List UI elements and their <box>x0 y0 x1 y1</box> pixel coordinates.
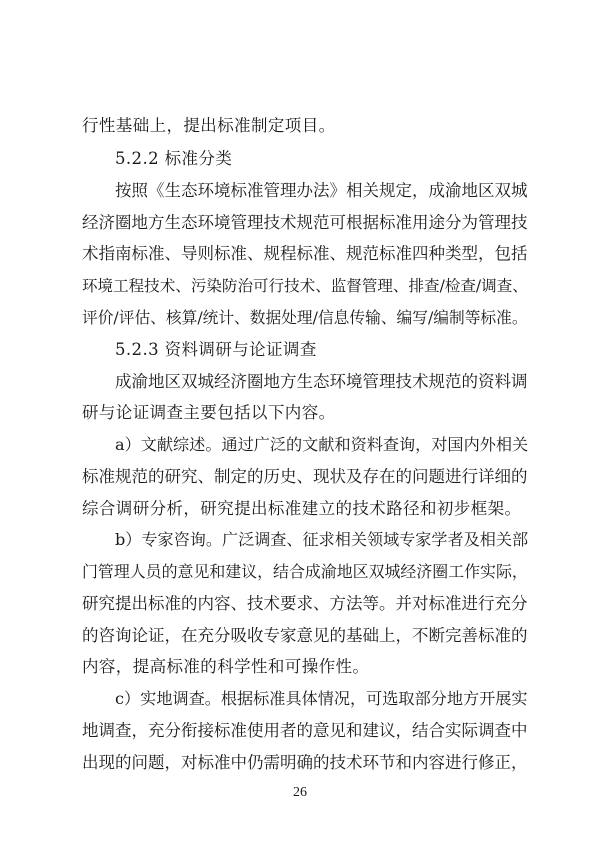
text-line: 按照《生态环境标准管理办法》相关规定，成渝地区双城 <box>115 181 528 200</box>
text-line: 行性基础上，提出标准制定项目。 <box>82 116 336 135</box>
page-number: 26 <box>293 785 307 800</box>
section-heading-5-2-3: 5.2.3 资料调研与论证调查 <box>115 340 317 359</box>
text-line: 内容，提高标准的科学性和可操作性。 <box>82 657 370 676</box>
text-line: 的咨询论证，在充分吸收专家意见的基础上，不断完善标准的 <box>82 626 528 645</box>
text-line: 术指南标准、导则标准、规程标准、规范标准四种类型，包括 <box>82 244 528 263</box>
text-line: 研究提出标准的内容、技术要求、方法等。并对标准进行充分 <box>82 594 528 613</box>
text-line: c）实地调查。根据标准具体情况，可选取部分地方开展实 <box>115 689 528 708</box>
text-line: 成渝地区双城经济圈地方生态环境管理技术规范的资料调 <box>115 372 528 391</box>
text-line: 标准规范的研究、制定的历史、现状及存在的问题进行详细的 <box>82 467 528 486</box>
text-line: 门管理人员的意见和建议，结合成渝地区双城经济圈工作实际， <box>82 562 528 581</box>
text-line: 出现的问题，对标准中仍需明确的技术环节和内容进行修正， <box>82 753 528 772</box>
text-line: a）文献综述。通过广泛的文献和资料查询，对国内外相关 <box>115 435 529 454</box>
text-line: 研与论证调查主要包括以下内容。 <box>82 403 336 422</box>
text-line: 环境工程技术、污染防治可行技术、监督管理、排查/检查/调查、 <box>82 277 528 295</box>
text-line: 评价/评估、核算/统计、数据处理/信息传输、编写/编制等标准。 <box>82 308 528 327</box>
section-heading-5-2-2: 5.2.2 标准分类 <box>115 149 233 168</box>
text-line: 地调查，充分衔接标准使用者的意见和建议，结合实际调查中 <box>82 721 528 740</box>
text-line: 综合调研分析，研究提出标准建立的技术路径和初步框架。 <box>82 499 522 518</box>
text-line: b）专家咨询。广泛调查、征求相关领域专家学者及相关部 <box>115 530 529 549</box>
text-line: 经济圈地方生态环境管理技术规范可根据标准用途分为管理技 <box>82 213 528 232</box>
